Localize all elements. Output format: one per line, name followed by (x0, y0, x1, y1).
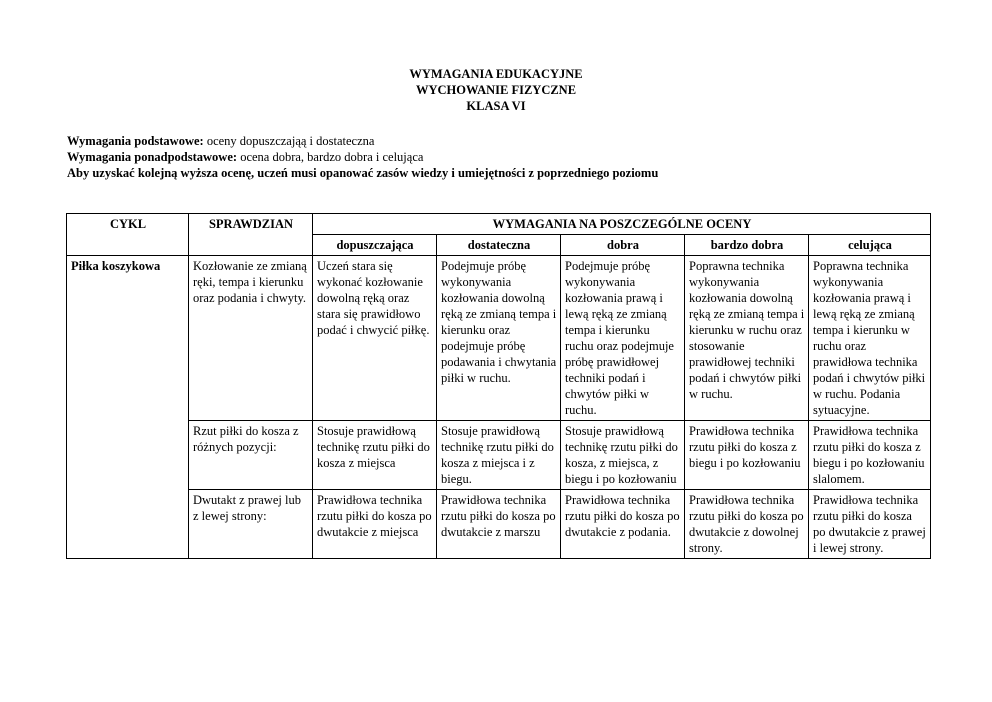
table-row (67, 421, 931, 490)
grade-cell: Stosuje prawidłową technikę rzutu piłki do kosza z miejsca i z biegu. (437, 421, 561, 490)
cycle-cell: Piłka koszykowa (67, 256, 189, 559)
grade-cell: Poprawna technika wykonywania kozłowania dowolną ręką ze zmianą tempa i kierunku w ruchu oraz stosowanie prawidłowej techniki podań i chwytów piłki w ruchu. (685, 256, 809, 421)
grade-cell: Prawidłowa technika rzutu piłki do kosza z biegu i po kozłowaniu slalomem. (809, 421, 931, 490)
grade-header: dostateczna (437, 235, 561, 256)
grade-header: dopuszczająca (313, 235, 437, 256)
grade-header: celująca (809, 235, 931, 256)
document-title (0, 66, 992, 114)
header-row (67, 214, 931, 235)
table-row (67, 256, 931, 421)
basic-text: oceny dopuszczająą i dostateczna (203, 134, 375, 148)
grade-cell: Stosuje prawidłową technikę rzutu piłki do kosza z miejsca (313, 421, 437, 490)
grading-note: Aby uzyskać kolejną wyższa ocenę, uczeń musi opanować zasów wiedzy i umiejętności z poprzedniego poziomu (67, 166, 659, 180)
grade-cell: Prawidłowa technika rzutu piłki do kosza po dwutakcie z podania. (561, 490, 685, 559)
grade-cell: Prawidłowa technika rzutu piłki do kosza po dwutakcie z marszu (437, 490, 561, 559)
grade-cell: Podejmuje próbę wykonywania kozłowania prawą i lewą ręką ze zmianą tempa i kierunku ruchu oraz podejmuje próbę prawidłowej techniki podań i chwytów piłki w ruchu. (561, 256, 685, 421)
table-row (67, 490, 931, 559)
test-cell: Rzut piłki do kosza z różnych pozycji: (189, 421, 313, 490)
test-cell: Dwutakt z prawej lub z lewej strony: (189, 490, 313, 559)
grade-cell: Stosuje prawidłową technikę rzutu piłki do kosza, z miejsca, z biegu i po kozłowaniu (561, 421, 685, 490)
advanced-requirements (67, 149, 658, 165)
grade-cell: Prawidłowa technika rzutu piłki do kosza po dwutakcie z miejsca (313, 490, 437, 559)
grade-cell: Poprawna technika wykonywania kozłowania prawą i lewą ręką ze zmianą tempa i kierunku w ruchu oraz prawidłowa technika podań i chwytów piłki w ruchu. Podania sytuacyjne. (809, 256, 931, 421)
grade-cell: Podejmuje próbę wykonywania kozłowania dowolną ręką ze zmianą tempa i kierunku oraz podejmuje próbę podawania i chwytania piłki w ruchu. (437, 256, 561, 421)
requirements-table (66, 213, 931, 559)
basic-requirements (67, 133, 658, 149)
advanced-text: ocena dobra, bardzo dobra i celująca (237, 150, 424, 164)
header-sprawdzian: SPRAWDZIAN (189, 214, 313, 256)
intro-section (67, 133, 658, 181)
grade-header: dobra (561, 235, 685, 256)
basic-label: Wymagania podstawowe: (67, 134, 204, 148)
header-cykl: CYKL (67, 214, 189, 256)
grade-cell: Prawidłowa technika rzutu piłki do kosza po dwutakcie z dowolnej strony. (685, 490, 809, 559)
grade-header: bardzo dobra (685, 235, 809, 256)
grade-cell: Prawidłowa technika rzutu piłki do kosza z biegu i po kozłowaniu (685, 421, 809, 490)
title-line-1: WYMAGANIA EDUKACYJNE (409, 67, 583, 81)
header-wymagania: WYMAGANIA NA POSZCZEGÓLNE OCENY (313, 214, 931, 235)
grade-cell: Uczeń stara się wykonać kozłowanie dowolną ręką oraz stara się prawidłowo podać i chwycić piłkę. (313, 256, 437, 421)
test-cell: Kozłowanie ze zmianą ręki, tempa i kierunku oraz podania i chwyty. (189, 256, 313, 421)
title-line-3: KLASA VI (466, 99, 526, 113)
grade-cell: Prawidłowa technika rzutu piłki do kosza po dwutakcie z prawej i lewej strony. (809, 490, 931, 559)
title-line-2: WYCHOWANIE FIZYCZNE (415, 83, 577, 97)
advanced-label: Wymagania ponadpodstawowe: (67, 150, 238, 164)
